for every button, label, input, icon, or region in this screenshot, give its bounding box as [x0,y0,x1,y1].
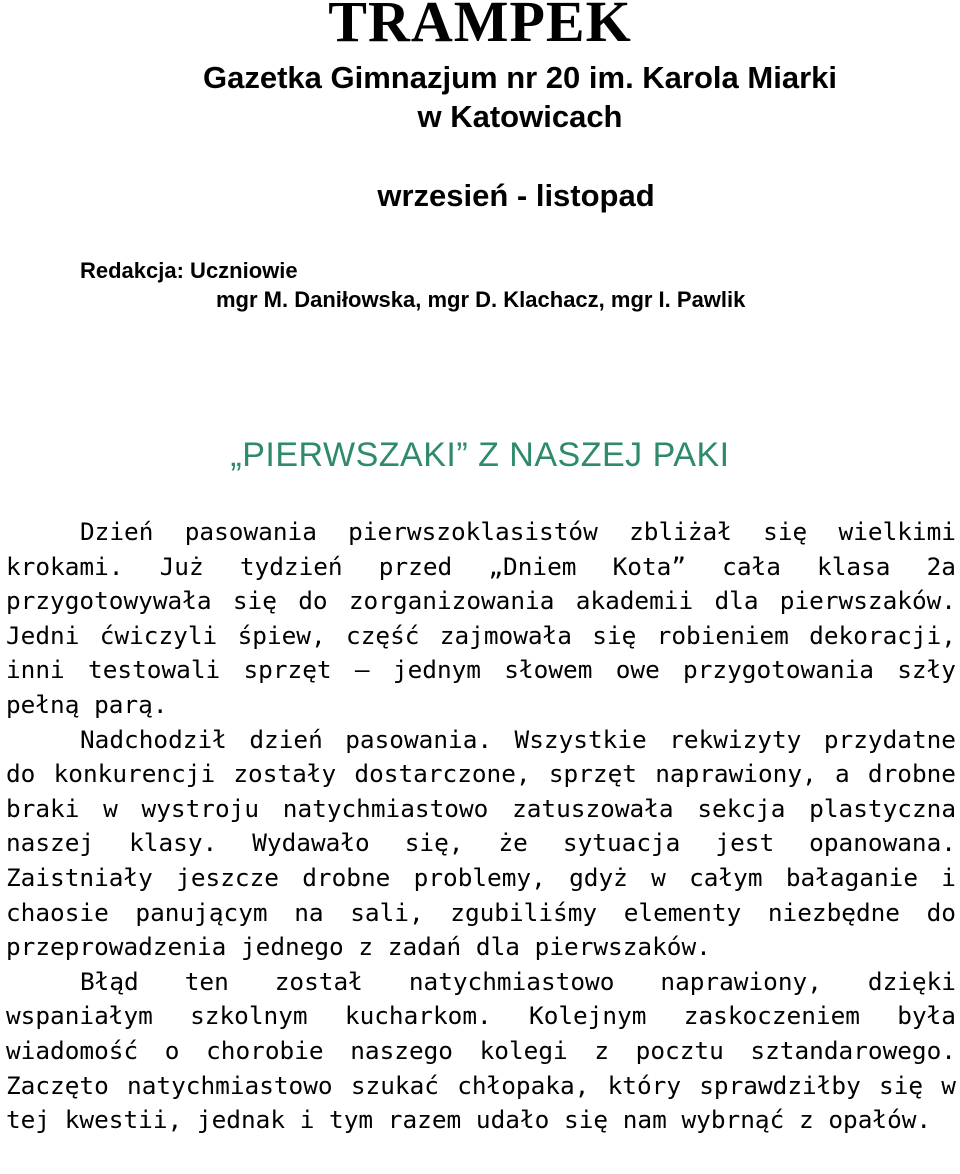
newspaper-title: TRAMPEK [328,0,632,54]
school-city: w Katowicach [417,99,623,134]
article-paragraph: Błąd ten został natychmiastowo naprawiony, dzięki wspaniałym szkolnym kucharkom. Kolejnym zaskoczeniem była wiadomość o chorobie naszego kolegi z pocztu sztandarowego. Zaczęto natychmiastowo szukać chłopaka, który sprawdziłby się w tej kwestii, jednak i tym razem udało się nam wybrnąć z opałów. [6,966,956,1135]
article-paragraph: Dzień pasowania pierwszoklasistów zbliżał się wielkimi krokami. Już tydzień przed „Dniem Kota” cała klasa 2a przygotowywała się do zorganizowania akademii dla pierwszaków. Jedni ćwiczyli śpiew, część zajmowała się robieniem dekoracji, inni testowali sprzęt – jednym słowem owe przygotowania szły pełną parą. [6,517,956,719]
school-name: Gazetka Gimnazjum nr 20 im. Karola Miarki [202,60,837,95]
article-body [6,515,956,1138]
editorial-teachers: mgr M. Daniłowska, mgr D. Klachacz, mgr I. Pawlik [216,287,746,312]
article-paragraph: Nadchodził dzień pasowania. Wszystkie rekwizyty przydatne do konkurencji zostały dostarczone, sprzęt naprawiony, a drobne braki w wystroju natychmiastowo zatuszowała sekcja plastyczna naszej klasy. Wydawało się, że sytuacja jest opanowana. Zaistniały jeszcze drobne problemy, gdyż w całym bałaganie i chaosie panującym na sali, zgubiliśmy elementy niezbędne do przeprowadzenia jednego z zadań dla pierwszaków. [6,724,956,962]
issue-date: wrzesień - listopad [377,178,655,213]
article-headline: „PIERWSZAKI” Z NASZEJ PAKI [230,436,730,474]
editorial-label: Redakcja: Uczniowie [80,258,298,283]
